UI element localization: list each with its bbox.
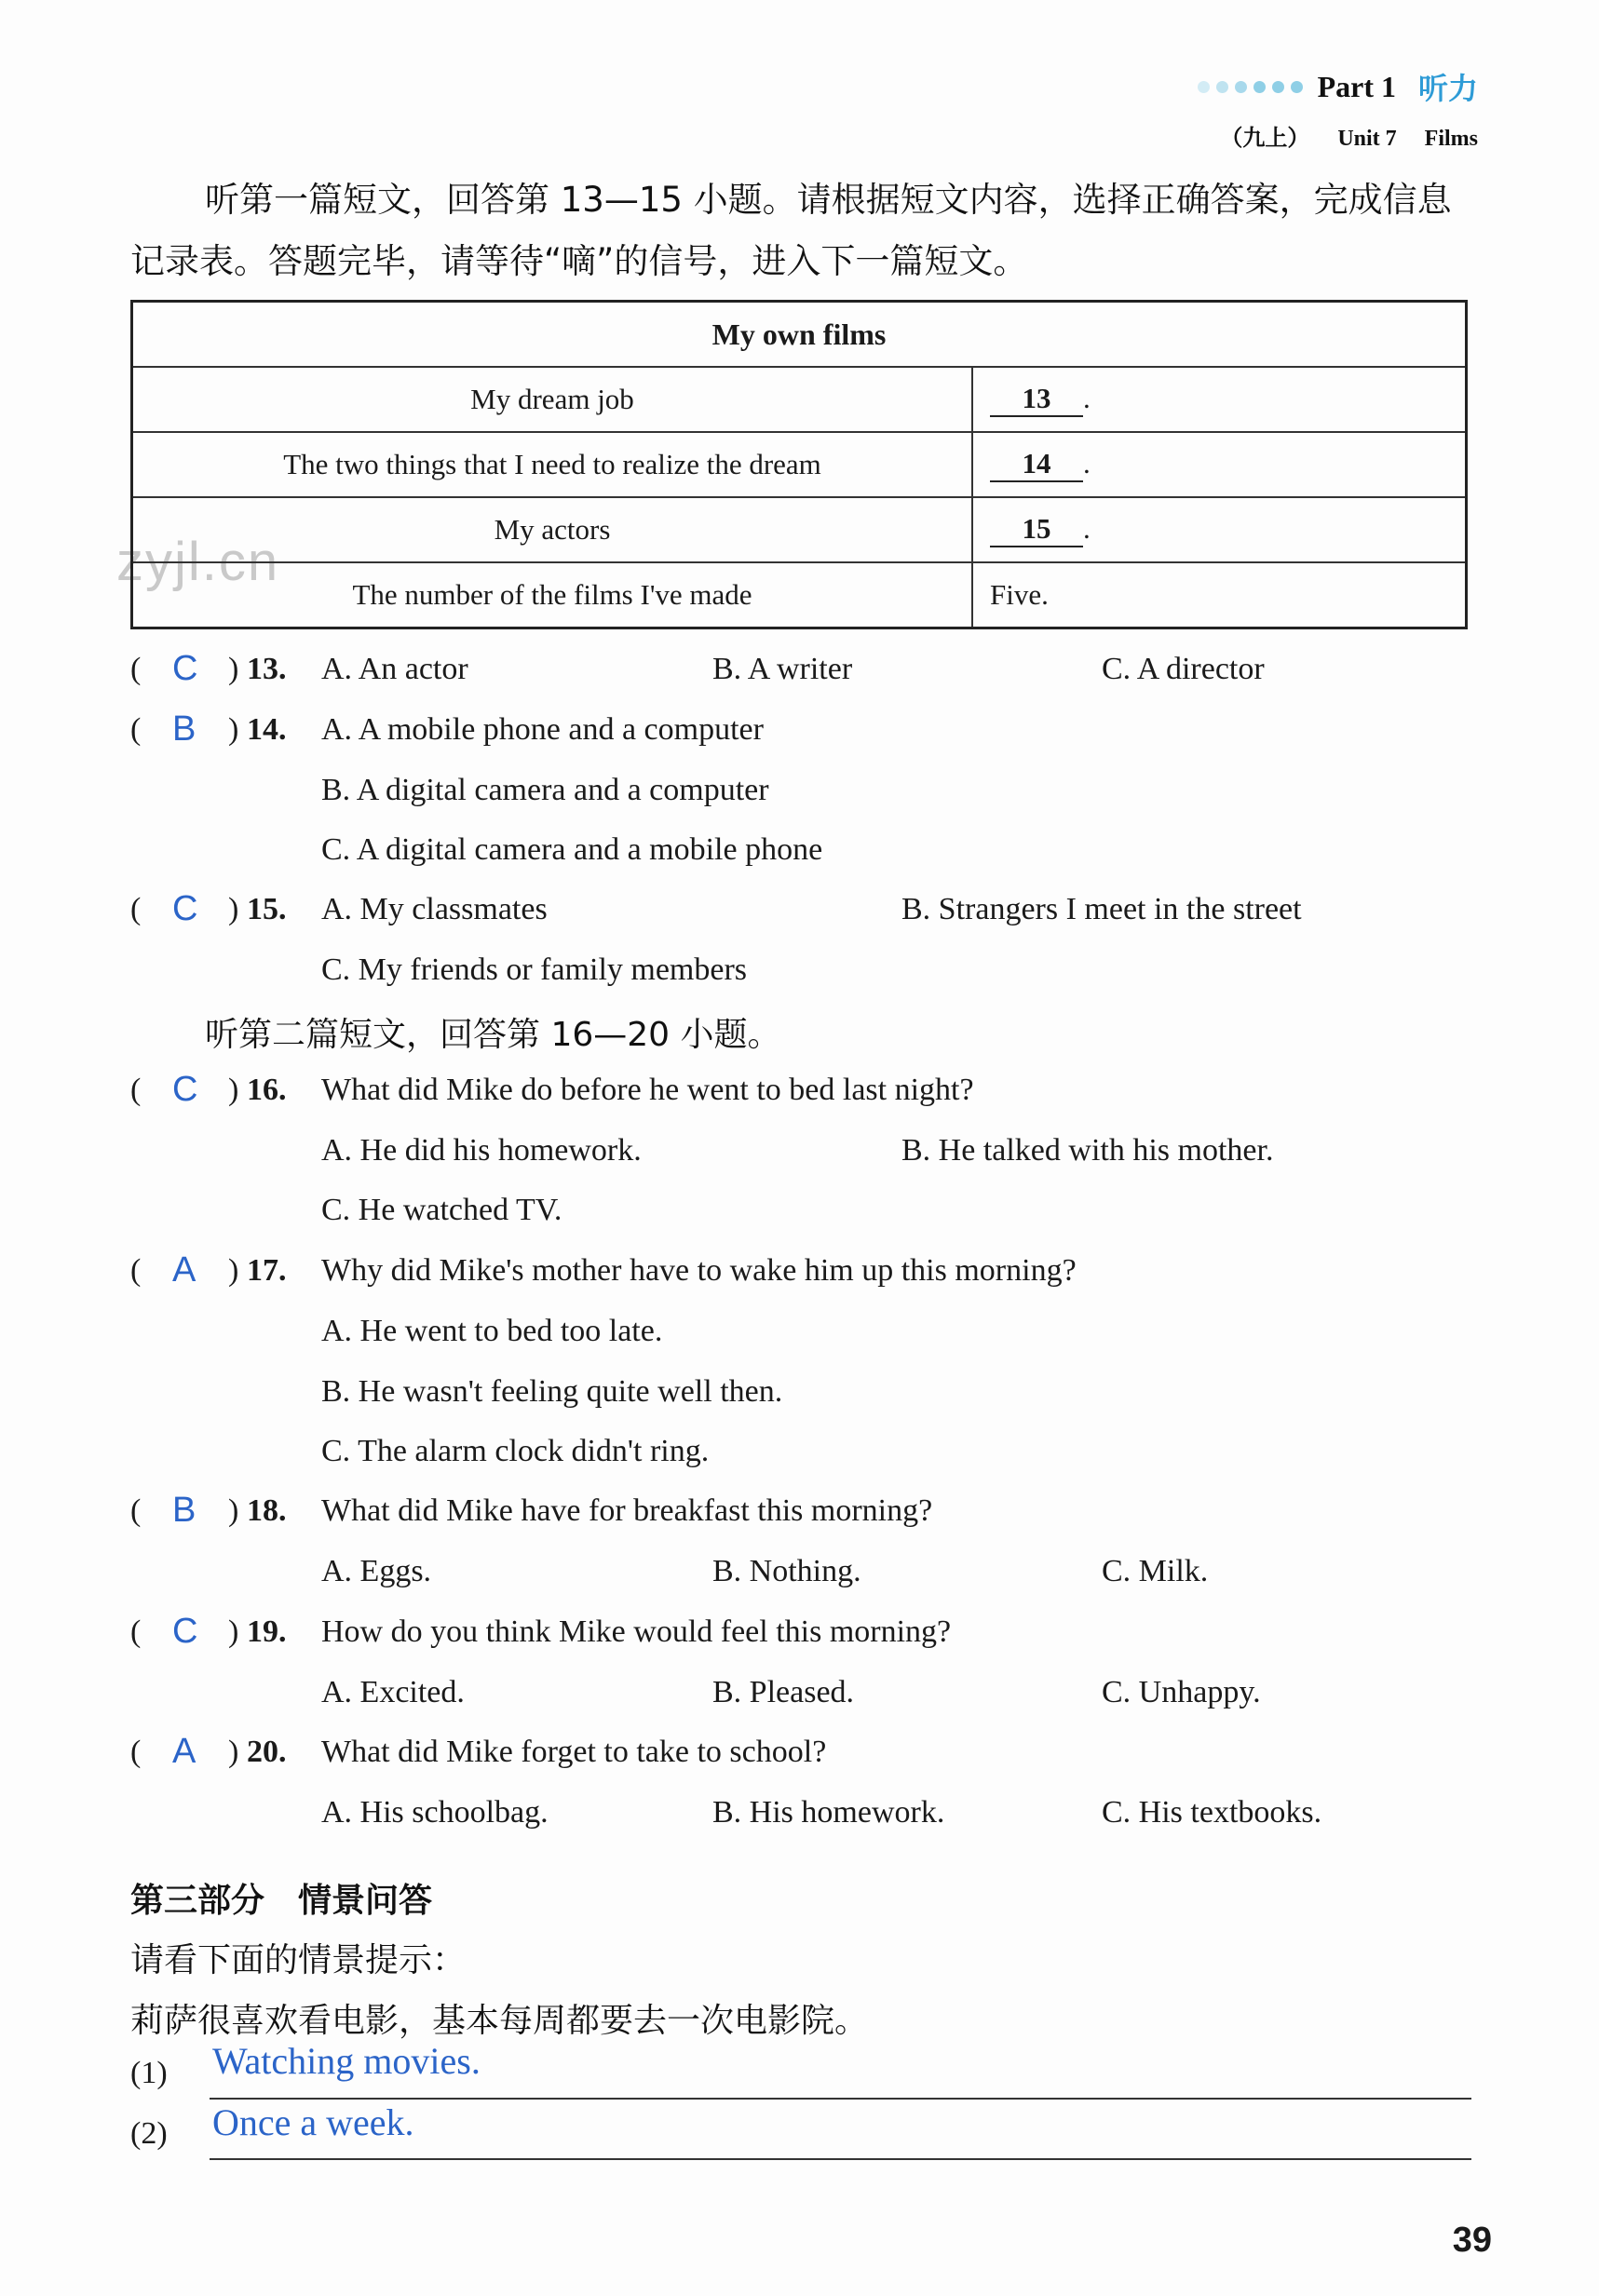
option: C. He watched TV.	[321, 1193, 562, 1227]
answer-label-1: (1)	[130, 2056, 168, 2090]
table-row: My dream job 13 .	[132, 367, 1467, 432]
option: B. His homework.	[712, 1795, 945, 1830]
table-title: My own films	[132, 302, 1467, 368]
answer-18: B	[172, 1491, 196, 1530]
blank-15: 15	[990, 512, 1083, 547]
option: A. Eggs.	[321, 1554, 432, 1588]
blank-14: 14	[990, 447, 1083, 482]
option: A. His schoolbag.	[321, 1795, 549, 1830]
info-table	[130, 300, 1468, 629]
answer-20: A	[172, 1732, 196, 1771]
page-number: 39	[1452, 2221, 1492, 2260]
option: B. A digital camera and a computer	[321, 773, 769, 807]
question-stem: What did Mike forget to take to school?	[321, 1735, 827, 1769]
question-stem: Why did Mike's mother have to wake him up this morning?	[321, 1253, 1077, 1288]
answer-13: C	[172, 649, 198, 688]
table-row: The two things that I need to realize the dream 14 .	[132, 432, 1467, 497]
watermark: zyjl.cn	[116, 532, 280, 592]
option: C. A digital camera and a mobile phone	[321, 832, 823, 867]
answer-14: B	[172, 709, 196, 749]
topic-label: Films	[1424, 127, 1478, 151]
option: A. Excited.	[321, 1675, 465, 1709]
blank-13: 13	[990, 382, 1083, 417]
option: C. Unhappy.	[1102, 1675, 1261, 1709]
option: A. My classmates	[321, 892, 548, 926]
option: C. Milk.	[1102, 1554, 1209, 1588]
option: B. He wasn't feeling quite well then.	[321, 1374, 783, 1409]
question-stem: What did Mike do before he went to bed last night?	[321, 1073, 974, 1107]
handwritten-answer-2: Once a week.	[212, 2101, 414, 2143]
option: A. He went to bed too late.	[321, 1314, 663, 1348]
page: Part 1 听力 （九上） Unit 7 Films zyjl.cn 听第一篇短文，回答第 13—15 小题。请根据短文内容，选择正确答案，完成信息记录表。答题完毕，请等待“嘀”的信号，进入下一篇短文。 My own films My dream job 13 . The two things that I need to realize the dream 14 . My actors 15 . The number of the films I've made Five. ( C ) 13. A. An actor B. A writer C. A director ( B ) 14. A. A mobile phone and a computer B. A digital camera and a computer C. A digital camera and a mobile phone ( C ) 15. A. My classmates B. Strangers I meet in the street C. My friends or family members 听第二篇短文，回答第 16—20 小题。 ( C ) 16. What did Mike do before he went to bed last night? A. He did his homework. B. He talked with his mother. C. He watched TV. ( A ) 17. Why did Mike's mother have to wake him up this morning? A. He went to bed too late. B. He wasn't feeling quite well then. C. The alarm clock didn't ring. ( B ) 18. What did Mike have for breakfast this morning? A. Eggs. B. Nothing. C. Milk. ( C ) 19. How do you think Mike would feel this morning? A. Excited. B. Pleased. C. Unhappy. ( A ) 20. What did Mike forget to take to school? A. His schoolbag. B. His homework. C. His textbooks. 第三部分 情景问答 请看下面的情景提示： 莉萨很喜欢看电影，基本每周都要去一次电影院。 (1) Watching movies. (2) Once a week. 39	[0, 0, 1599, 2296]
option: B. Pleased.	[712, 1675, 855, 1709]
handwritten-answer-1: Watching movies.	[212, 2040, 481, 2082]
page-header	[1198, 65, 1478, 152]
intro-text: 听第一篇短文，回答第 13—15 小题。请根据短文内容，选择正确答案，完成信息记录表。答题完毕，请等待“嘀”的信号，进入下一篇短文。	[130, 180, 1452, 281]
table-row: The number of the films I've made Five.	[132, 562, 1467, 628]
option: B. Strangers I meet in the street	[901, 892, 1302, 926]
decorative-dots	[1198, 81, 1303, 93]
second-intro: 听第二篇短文，回答第 16—20 小题。	[205, 1016, 781, 1054]
grade-label: （九上）	[1220, 127, 1310, 151]
answer-17: A	[172, 1250, 196, 1290]
option: B. A writer	[712, 652, 853, 686]
part3-scenario: 莉萨很喜欢看电影，基本每周都要去一次电影院。	[130, 2002, 869, 2040]
option: A. A mobile phone and a computer	[321, 712, 764, 747]
answer-19: C	[172, 1612, 198, 1651]
question-stem: What did Mike have for breakfast this morning?	[321, 1493, 933, 1528]
option: C. A director	[1102, 652, 1265, 686]
table-row: My actors 15 .	[132, 497, 1467, 562]
question-stem: How do you think Mike would feel this morning?	[321, 1614, 952, 1649]
option: C. The alarm clock didn't ring.	[321, 1434, 710, 1468]
answer-line	[210, 2098, 1471, 2100]
part3-title: 第三部分 情景问答	[130, 1882, 433, 1920]
option: C. His textbooks.	[1102, 1795, 1322, 1830]
part-label: Part 1	[1317, 69, 1396, 103]
answer-15: C	[172, 889, 198, 928]
answer-label-2: (2)	[130, 2116, 168, 2151]
option: C. My friends or family members	[321, 952, 748, 987]
option: A. An actor	[321, 652, 468, 686]
section-label: 听力	[1417, 71, 1478, 106]
unit-label: Unit 7	[1337, 127, 1397, 151]
answer-line	[210, 2158, 1471, 2160]
option: B. Nothing.	[712, 1554, 861, 1588]
answer-16: C	[172, 1070, 198, 1109]
part3-prompt: 请看下面的情景提示：	[130, 1941, 467, 1979]
option: B. He talked with his mother.	[901, 1133, 1274, 1168]
option: A. He did his homework.	[321, 1133, 642, 1168]
